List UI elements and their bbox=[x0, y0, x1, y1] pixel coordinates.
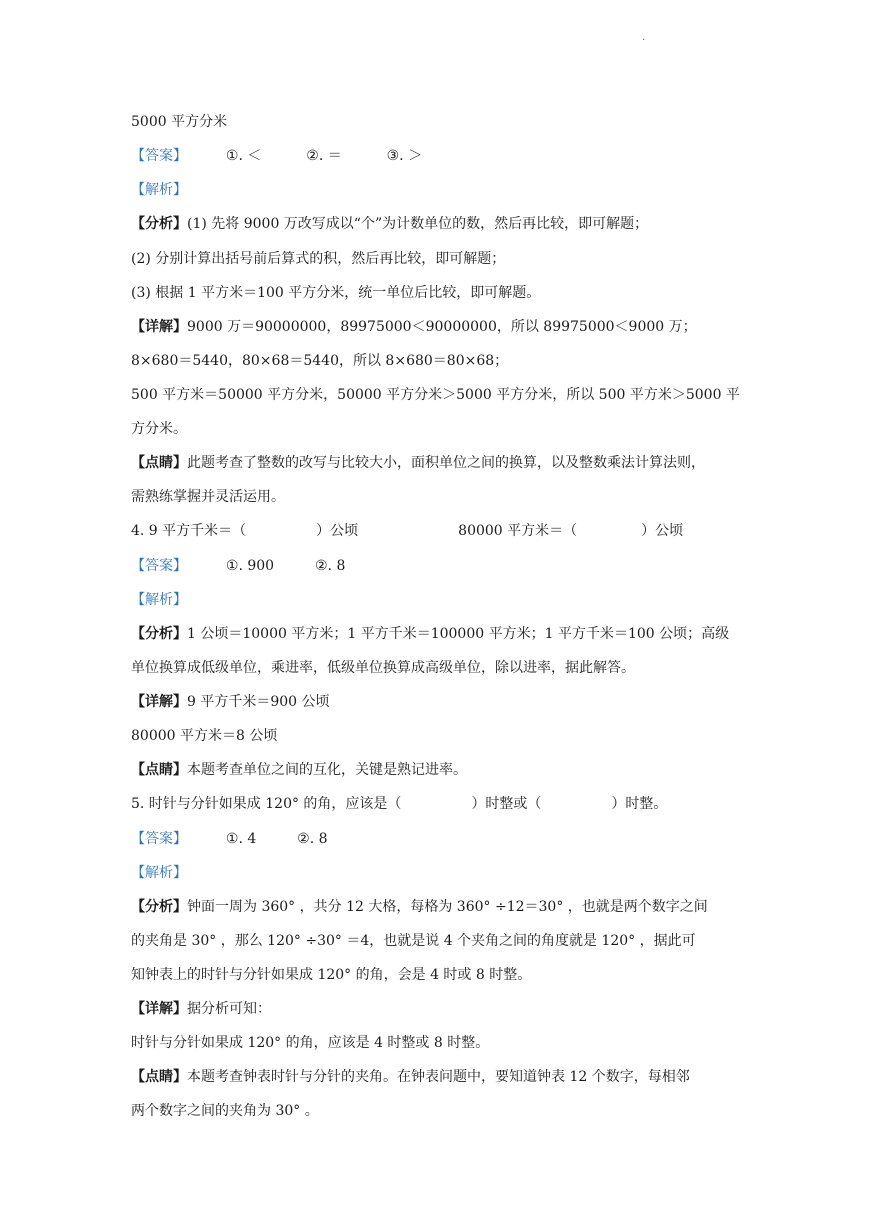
q4-question-part: ）公顷 bbox=[641, 523, 684, 539]
answer-item: ①. 4 bbox=[225, 831, 257, 847]
answer-item: ①. ＜ bbox=[225, 148, 262, 164]
xiangjie-line: 方分米。 bbox=[131, 421, 187, 437]
q5-answer-row bbox=[131, 829, 328, 849]
answer-tag: 【答案】 bbox=[131, 831, 187, 847]
xiangjie-line: 8×680＝5440，80×68＝5440，所以 8×680＝80×68； bbox=[131, 353, 509, 369]
fenxi-text: (1) 先将 9000 万改写成以“个”为计数单位的数，然后再比较，即可解题； bbox=[187, 216, 649, 232]
dianjing-line bbox=[131, 760, 467, 780]
fenxi-line bbox=[131, 624, 729, 644]
q4-question-part: ）公顷 bbox=[316, 523, 359, 539]
xiangjie-text: 据分析可知： bbox=[187, 1001, 271, 1017]
dianjing-text: 此题考查了整数的改写与比较大小，面积单位之间的换算，以及整数乘法计算法则， bbox=[187, 455, 705, 471]
answer-item: ①. 900 bbox=[225, 558, 275, 574]
dianjing-line: 两个数字之间的夹角为 30° 。 bbox=[131, 1103, 319, 1119]
q4-answer-row bbox=[131, 556, 345, 576]
xiangjie-line: 80000 平方米＝8 公顷 bbox=[131, 728, 278, 744]
header-mark: . bbox=[642, 32, 646, 43]
q5-question bbox=[131, 794, 667, 814]
analysis-tag: 【解析】 bbox=[131, 182, 187, 198]
dianjing-text: 本题考查单位之间的互化，关键是熟记进率。 bbox=[187, 762, 467, 778]
fenxi-line: (3) 根据 1 平方米＝100 平方分米，统一单位后比较，即可解题。 bbox=[131, 285, 541, 301]
q5-question-part: 5. 时针与分针如果成 120° 的角，应该是（ bbox=[131, 796, 402, 812]
xiangjie-text: 9 平方千米＝900 公顷 bbox=[187, 694, 330, 710]
fenxi-line: 知钟表上的时针与分针如果成 120° 的角，会是 4 时或 8 时整。 bbox=[131, 967, 532, 983]
xiangjie-line: 时针与分针如果成 120° 的角，应该是 4 时整或 8 时整。 bbox=[131, 1035, 490, 1051]
xiangjie-tag: 【详解】 bbox=[131, 694, 187, 710]
analysis-tag: 【解析】 bbox=[131, 592, 187, 608]
answer-item: ②. ＝ bbox=[306, 148, 342, 164]
fenxi-tag: 【分析】 bbox=[131, 899, 187, 915]
answer-tag: 【答案】 bbox=[131, 558, 187, 574]
dianjing-text: 本题考查钟表时针与分针的夹角。在钟表问题中，要知道钟表 12 个数字，每相邻 bbox=[187, 1069, 690, 1085]
fenxi-text: 1 公顷＝10000 平方米；1 平方千米＝100000 平方米；1 平方千米＝100 公顷；高级 bbox=[187, 626, 730, 642]
dianjing-line: 需熟练掌握并灵活运用。 bbox=[131, 489, 285, 505]
q3-tail-line: 5000 平方分米 bbox=[131, 114, 228, 130]
xiangjie-line bbox=[131, 692, 330, 712]
dianjing-tag: 【点睛】 bbox=[131, 455, 187, 471]
fenxi-line: 单位换算成低级单位，乘进率，低级单位换算成高级单位，除以进率，据此解答。 bbox=[131, 660, 635, 676]
answer-item: ③. ＞ bbox=[386, 148, 423, 164]
fenxi-line bbox=[131, 897, 708, 917]
fenxi-text: 钟面一周为 360° ，共分 12 大格，每格为 360° ÷12＝30° ，也就是两个数字之间 bbox=[187, 899, 708, 915]
q5-question-part: ）时整。 bbox=[611, 796, 668, 812]
xiangjie-tag: 【详解】 bbox=[131, 319, 187, 335]
q5-question-part: ）时整或（ bbox=[471, 796, 542, 812]
dianjing-tag: 【点睛】 bbox=[131, 762, 187, 778]
fenxi-line: 的夹角是 30° ，那么 120° ÷30° ＝4，也就是说 4 个夹角之间的角度就是 120° ，据此可 bbox=[131, 933, 696, 949]
q4-question-part: 80000 平方米＝（ bbox=[458, 523, 578, 539]
fenxi-line: (2) 分别计算出括号前后算式的积，然后再比较，即可解题； bbox=[131, 251, 506, 267]
xiangjie-line bbox=[131, 317, 697, 337]
fenxi-tag: 【分析】 bbox=[131, 216, 187, 232]
analysis-tag: 【解析】 bbox=[131, 865, 187, 881]
fenxi-tag: 【分析】 bbox=[131, 626, 187, 642]
answer-item: ②. 8 bbox=[315, 558, 346, 574]
dianjing-line bbox=[131, 1067, 690, 1087]
dianjing-line bbox=[131, 453, 705, 473]
fenxi-line bbox=[131, 214, 648, 234]
answer-tag: 【答案】 bbox=[131, 148, 187, 164]
xiangjie-tag: 【详解】 bbox=[131, 1001, 187, 1017]
xiangjie-text: 9000 万＝90000000，89975000＜90000000，所以 89975000＜9000 万； bbox=[187, 319, 697, 335]
xiangjie-line bbox=[131, 999, 271, 1019]
xiangjie-line: 500 平方米＝50000 平方分米，50000 平方分米＞5000 平方分米，所以 500 平方米＞5000 平 bbox=[131, 387, 740, 403]
q3-answer-row bbox=[131, 146, 422, 166]
q4-question-part: 4. 9 平方千米＝（ bbox=[131, 523, 247, 539]
dianjing-tag: 【点睛】 bbox=[131, 1069, 187, 1085]
answer-item: ②. 8 bbox=[297, 831, 328, 847]
q4-question bbox=[131, 521, 683, 541]
